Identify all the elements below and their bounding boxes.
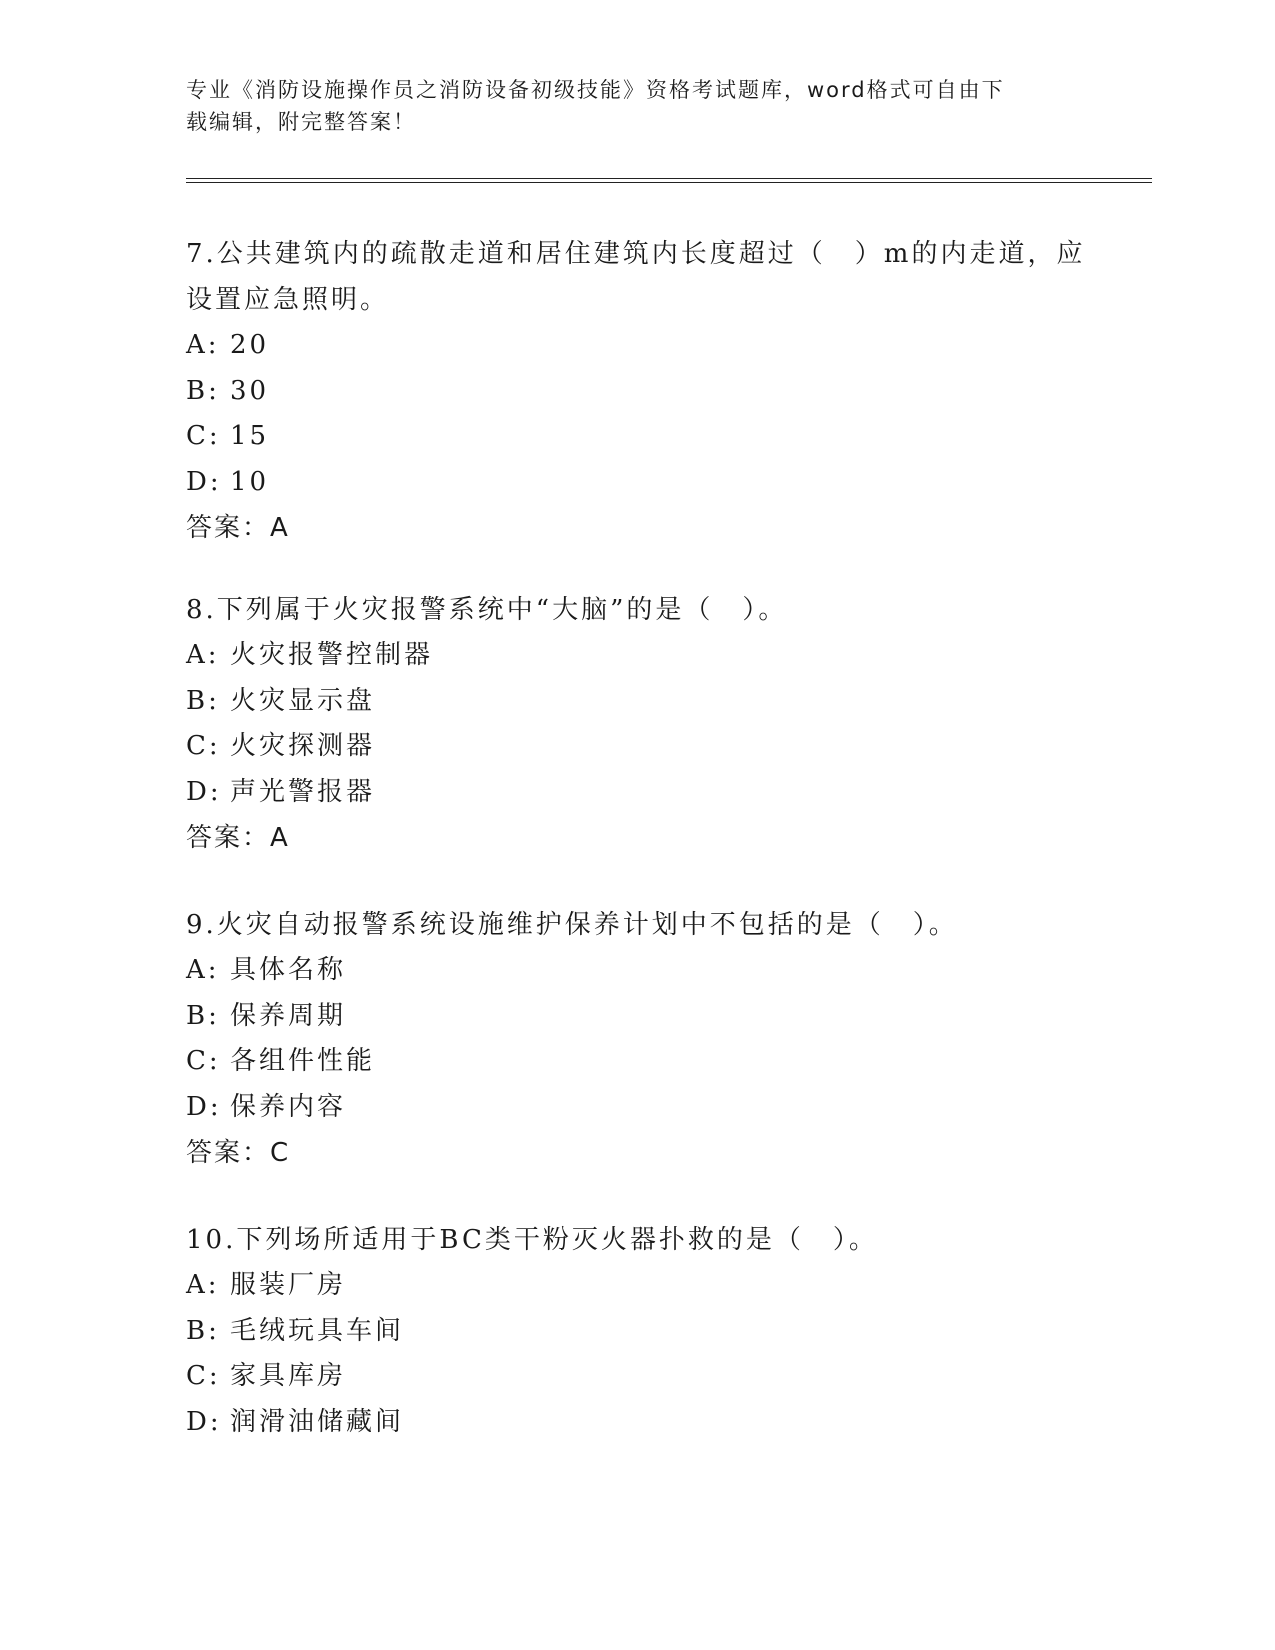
- question-7: [186, 231, 1086, 551]
- option-value: 家具库房: [230, 1361, 347, 1391]
- question-text-line: 7.公共建筑内的疏散走道和居住建筑内长度超过（ ）m的内走道，应: [186, 239, 1086, 269]
- option-d: [186, 1400, 1086, 1446]
- option-key: C:: [186, 421, 221, 451]
- option-key: D:: [186, 466, 222, 497]
- option-key: D:: [186, 776, 222, 807]
- question-text-line: 8.下列属于火灾报警系统中“大脑”的是（ ）。: [186, 595, 788, 625]
- option-value: 30: [230, 375, 270, 406]
- option-key: B:: [186, 375, 220, 406]
- option-value: 声光警报器: [230, 776, 376, 807]
- option-c: [186, 1039, 1086, 1085]
- option-value: 润滑油储藏间: [230, 1406, 405, 1437]
- option-key: A:: [186, 955, 220, 985]
- option-value: 服装厂房: [230, 1270, 347, 1300]
- option-key: B:: [186, 1315, 220, 1346]
- option-value: 保养内容: [230, 1091, 347, 1122]
- option-value: 火灾探测器: [230, 731, 376, 761]
- question-text-line: 设置应急照明。: [186, 285, 390, 315]
- option-value: 保养周期: [230, 1000, 347, 1031]
- option-a: [186, 1263, 1086, 1309]
- option-c: [186, 414, 1086, 460]
- document-header: [186, 74, 1086, 138]
- option-d: [186, 460, 1086, 506]
- option-key: A:: [186, 1270, 220, 1300]
- option-c: [186, 724, 1086, 770]
- header-line-1: 专业《消防设施操作员之消防设备初级技能》资格考试题库，word格式可自由下: [186, 78, 1005, 102]
- question-8: [186, 587, 1086, 861]
- header-divider-bottom: [186, 182, 1152, 183]
- option-b: [186, 1309, 1086, 1355]
- option-value: 具体名称: [230, 955, 347, 985]
- option-value: 火灾显示盘: [230, 685, 376, 716]
- option-value: 各组件性能: [230, 1046, 376, 1076]
- option-key: C:: [186, 1046, 221, 1076]
- answer-text: 答案：A: [186, 823, 290, 853]
- option-key: B:: [186, 685, 220, 716]
- option-value: 10: [230, 466, 270, 497]
- option-c: [186, 1354, 1086, 1400]
- option-b: [186, 369, 1086, 415]
- option-b: [186, 679, 1086, 725]
- option-a: [186, 323, 1086, 369]
- question-9: [186, 902, 1086, 1176]
- option-d: [186, 1085, 1086, 1131]
- option-key: D:: [186, 1406, 222, 1437]
- option-key: C:: [186, 1361, 221, 1391]
- option-value: 毛绒玩具车间: [230, 1315, 405, 1346]
- option-key: D:: [186, 1091, 222, 1122]
- header-line-2: 载编辑，附完整答案！: [186, 110, 416, 134]
- option-key: A:: [186, 330, 220, 360]
- option-value: 火灾报警控制器: [230, 640, 434, 670]
- question-text-line: 9.火灾自动报警系统设施维护保养计划中不包括的是（ ）。: [186, 910, 958, 940]
- option-b: [186, 994, 1086, 1040]
- question-10: [186, 1217, 1086, 1445]
- header-divider-top: [186, 178, 1152, 179]
- answer-text: 答案：C: [186, 1138, 291, 1168]
- option-key: A:: [186, 640, 220, 670]
- question-text-line: 10.下列场所适用于BC类干粉灭火器扑救的是（ ）。: [186, 1225, 878, 1255]
- answer-text: 答案：A: [186, 513, 290, 543]
- option-key: B:: [186, 1000, 220, 1031]
- option-d: [186, 770, 1086, 816]
- option-value: 15: [230, 421, 270, 451]
- option-value: 20: [230, 330, 270, 360]
- option-a: [186, 948, 1086, 994]
- option-a: [186, 633, 1086, 679]
- option-key: C:: [186, 731, 221, 761]
